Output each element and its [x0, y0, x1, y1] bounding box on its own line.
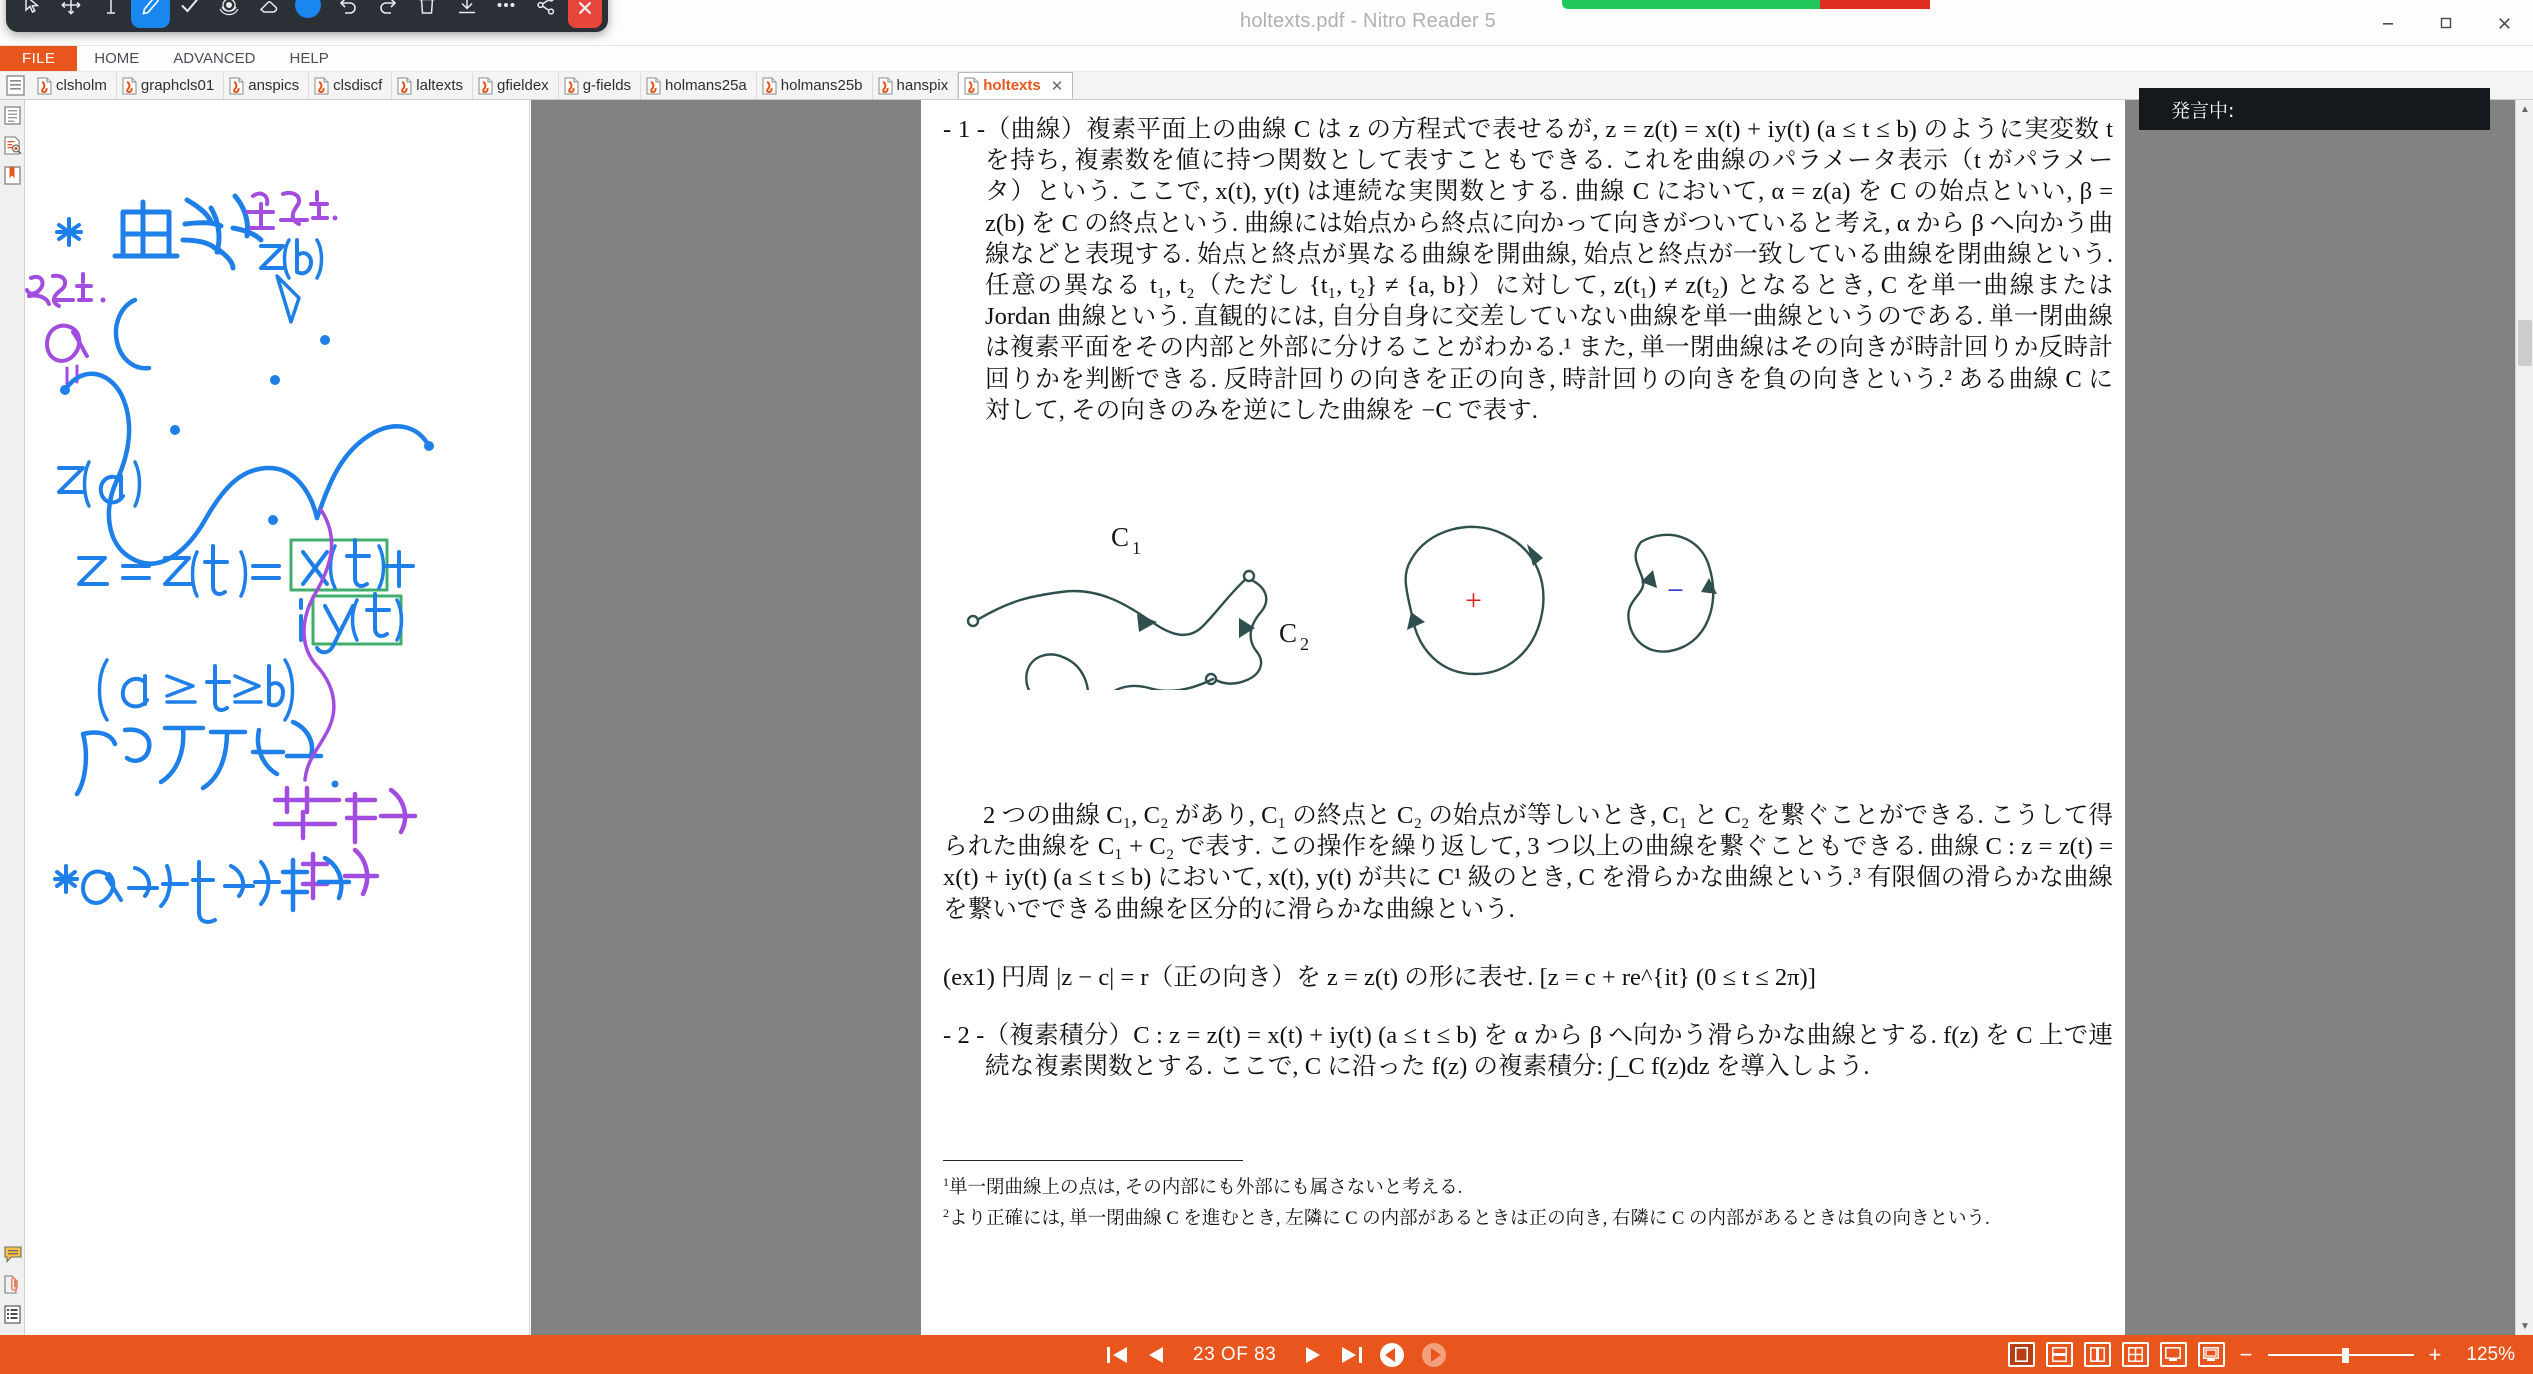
- doctab-gfieldex[interactable]: [473, 73, 559, 99]
- footnote-2-text: より正確には, 単一閉曲線 C を進むとき, 左隣に C の内部があるときは正の向き, 右隣に C の内部があるときは負の向きという.: [949, 1209, 1990, 1230]
- pdf-file-icon: [762, 77, 777, 95]
- handwriting-canvas: [25, 100, 530, 1335]
- zoom-slider[interactable]: [2268, 1348, 2414, 1362]
- recording-indicator-green: [1562, 0, 1820, 9]
- doctab-hanspix[interactable]: [873, 73, 959, 99]
- paragraph-section-2: - 2 -（複素積分）C : z = z(t) = x(t) + iy(t) (a ≤ t ≤ b) を α から β へ向かう滑らかな曲線とする. f(z) を C 上で連続な複素関数とする. ここで, C に沿った f(z) の複素積分: ∫_C f(z)dz を導入しよう.: [943, 1022, 2113, 1081]
- attachments-icon[interactable]: [0, 1269, 25, 1299]
- doctab-anspics[interactable]: [224, 73, 309, 99]
- go-back-button[interactable]: [1378, 1341, 1406, 1369]
- footnote-2: [943, 1201, 2113, 1232]
- window-title: holtexts.pdf - Nitro Reader 5: [1240, 10, 1496, 32]
- zoom-out-button[interactable]: −: [2239, 1341, 2253, 1367]
- pdf-file-icon: [878, 77, 893, 95]
- zoom-slider-knob[interactable]: [2342, 1348, 2349, 1363]
- footnote-1-text: 単一閉曲線上の点は, その内部にも外部にも属さないと考える.: [949, 1178, 1463, 1199]
- scroll-up-arrow[interactable]: ▲: [2520, 103, 2530, 115]
- doctab-label: gfieldex: [496, 77, 549, 94]
- close-button[interactable]: [2475, 0, 2533, 46]
- doctab-label: holtexts: [983, 77, 1041, 94]
- paragraph-join-curves: 2 つの曲線 C₁, C₂ があり, C₁ の終点と C₂ の始点が等しいとき, C₁ と C₂ を繋ぐことができる. こうして得られた曲線を C₁ + C₂ で表す. この操作を繰り返して, 3 つ以上の曲線を繋ぐこともできる. 曲線 C : z = z(t) = x(t) + iy(t) (a ≤ t ≤ b) において, x(t), y(t) が共に C¹ 級のとき, C を滑らかな曲線という.³ 有限個の滑らかな曲線を繋いでできる曲線を区分的に滑らかな曲線という.: [943, 802, 2113, 923]
- doctab-g-fields[interactable]: [559, 73, 641, 99]
- page-thumbnails-icon[interactable]: [0, 100, 25, 130]
- figure-label-c1: C: [1111, 522, 1130, 552]
- view-and-zoom-group: [2008, 1342, 2515, 1367]
- pen-icon[interactable]: [131, 0, 171, 28]
- previous-page-button[interactable]: [1145, 1344, 1167, 1366]
- pdf-file-icon: [564, 77, 579, 95]
- speaking-label: 発言中:: [2171, 99, 2235, 122]
- svg-text:1: 1: [1132, 538, 1141, 558]
- status-bar: [0, 1335, 2533, 1374]
- figure-minus-sign: −: [1667, 574, 1684, 607]
- ribbon-tab-help[interactable]: HELP: [289, 50, 329, 67]
- fit-page-view-button[interactable]: [2160, 1342, 2187, 1367]
- page-indicator[interactable]: 23 OF 83: [1193, 1343, 1277, 1365]
- download-icon[interactable]: [447, 0, 487, 28]
- trash-icon[interactable]: [407, 0, 447, 28]
- minimize-button[interactable]: [2359, 0, 2417, 46]
- move-icon[interactable]: [52, 0, 92, 28]
- pdf-file-icon: [478, 77, 493, 95]
- footnote-separator: [943, 1160, 1243, 1161]
- check-icon[interactable]: [170, 0, 210, 28]
- pdf-file-icon: [397, 77, 412, 95]
- document-list-icon[interactable]: [4, 75, 26, 97]
- doctab-clsholm[interactable]: [32, 73, 117, 99]
- doctab-label: clsdiscf: [333, 77, 383, 94]
- figure-plus-sign: +: [1465, 584, 1482, 617]
- next-page-button[interactable]: [1302, 1344, 1324, 1366]
- more-icon[interactable]: [486, 0, 526, 28]
- ribbon-tab-home[interactable]: HOME: [94, 50, 140, 67]
- doctab-label: holmans25b: [780, 77, 863, 94]
- continuous-view-button[interactable]: [2046, 1342, 2073, 1367]
- pdf-file-icon: [964, 77, 979, 95]
- doctab-close-icon[interactable]: ✕: [1050, 77, 1064, 95]
- footnote-1: [943, 1170, 2113, 1201]
- page-navigation-group: [1105, 1341, 1448, 1369]
- ribbon-file-tab[interactable]: FILE: [0, 46, 77, 71]
- text-cursor-icon[interactable]: [91, 0, 131, 28]
- zoom-slider-track: [2268, 1354, 2414, 1356]
- curve-figure: [941, 500, 2101, 690]
- pdf-file-icon: [646, 77, 661, 95]
- footnote-list: [943, 1170, 2113, 1232]
- doctab-clsdiscf[interactable]: [309, 73, 392, 99]
- bookmarks-icon[interactable]: [0, 160, 25, 190]
- color-swatch-icon[interactable]: [289, 0, 329, 28]
- handwritten-annotation-pane[interactable]: [25, 100, 530, 1335]
- pdf-file-icon: [229, 77, 244, 95]
- doctab-label: laltexts: [416, 77, 463, 94]
- pdf-document-viewport[interactable]: [531, 100, 2515, 1335]
- doctab-label: graphcls01: [140, 77, 215, 94]
- scroll-down-arrow[interactable]: ▼: [2520, 1320, 2530, 1332]
- doctab-label: anspics: [248, 77, 300, 94]
- ribbon-menu-bar: [0, 46, 2533, 72]
- window-controls: [2359, 0, 2533, 46]
- share-icon[interactable]: [526, 0, 566, 28]
- doctab-holmans25b[interactable]: [757, 73, 873, 99]
- single-page-view-button[interactable]: [2008, 1342, 2035, 1367]
- spotlight-icon[interactable]: [210, 0, 250, 28]
- comments-icon[interactable]: [0, 1239, 25, 1269]
- undo-icon[interactable]: [328, 0, 368, 28]
- pdf-file-icon: [37, 77, 52, 95]
- vertical-scrollbar[interactable]: [2515, 100, 2533, 1335]
- first-page-button[interactable]: [1105, 1344, 1131, 1366]
- pdf-file-icon: [122, 77, 137, 95]
- last-page-button[interactable]: [1338, 1344, 1364, 1366]
- ribbon-tab-advanced[interactable]: ADVANCED: [173, 50, 256, 67]
- close-toolbar-icon[interactable]: [568, 0, 601, 28]
- zoom-level-label[interactable]: 125%: [2466, 1343, 2515, 1365]
- recording-indicator-red: [1820, 0, 1930, 9]
- doctab-holtexts[interactable]: [958, 72, 1073, 99]
- paragraph-section-1: - 1 -（曲線）複素平面上の曲線 C は z の方程式で表せるが, z = z(t) = x(t) + iy(t) (a ≤ t ≤ b) のように実変数 t を持ち, 複素数を値に持つ関数として表すこともできる. これを曲線のパラメータ表示（t がパラメータ）という. ここで, x(t), y(t) は連続な実関数とする. 曲線 C において, α = z(a) を C の始点といい, β = z(b) を C の終点という. 曲線には始点から終点に向かって向きがついていると考え, α から β へ向かう曲線などと表現する. 始点と終点が異なる曲線を開曲線, 始点と終点が一致している曲線を閉曲線という. 任意の異なる t₁, t₂（ただし {t₁, t₂} ≠ {a, b}）に対して, z(t₁) ≠ z(t₂) となるとき, C を単一曲線または Jordan 曲線という. 直観的には, 自分自身に交差していない曲線を単一曲線というのである. 単一閉曲線は複素平面をその内部と外部に分けることがわかる.¹ また, 単一閉曲線はその向きが時計回りか反時計回りかを判断できる. 反時計回りの向きを正の向き, 時計回りの向きを負の向きという.² ある曲線 C に対して, その向きのみを逆にした曲線を −C で表す.: [943, 116, 2113, 424]
- footnote-1-marker: 1: [943, 1175, 949, 1189]
- paragraph-example-1: (ex1) 円周 |z − c| = r（正の向き）を z = z(t) の形に表せ. [z = c + re^{it} (0 ≤ t ≤ 2π)]: [943, 964, 1816, 991]
- doctab-label: hanspix: [896, 77, 949, 94]
- pdf-page: [921, 100, 2125, 1335]
- fit-width-view-button[interactable]: [2198, 1342, 2225, 1367]
- svg-text:2: 2: [1300, 634, 1309, 654]
- scrollbar-thumb[interactable]: [2518, 320, 2532, 366]
- redo-icon[interactable]: [368, 0, 408, 28]
- zoom-in-button[interactable]: +: [2428, 1341, 2442, 1367]
- eraser-icon[interactable]: [249, 0, 289, 28]
- doctab-graphcls01[interactable]: [117, 73, 224, 99]
- footnote-2-marker: 2: [943, 1206, 949, 1221]
- doctab-laltexts[interactable]: [392, 73, 473, 99]
- doctab-label: g-fields: [582, 77, 632, 94]
- go-forward-button[interactable]: [1420, 1341, 1448, 1369]
- left-rail-bottom-group: [0, 1239, 25, 1329]
- pdf-file-icon: [314, 77, 329, 95]
- floating-annotation-toolbar: [6, 0, 608, 32]
- maximize-button[interactable]: [2417, 0, 2475, 46]
- two-up-view-button[interactable]: [2084, 1342, 2111, 1367]
- speaking-status-overlay: [2139, 88, 2490, 130]
- grid-view-button[interactable]: [2122, 1342, 2149, 1367]
- doctab-label: holmans25a: [665, 77, 747, 94]
- doctab-holmans25a[interactable]: [641, 73, 757, 99]
- cursor-select-icon[interactable]: [12, 0, 52, 28]
- search-document-icon[interactable]: [0, 130, 25, 160]
- figure-label-c2: C: [1279, 618, 1298, 648]
- doctab-label: clsholm: [56, 77, 107, 94]
- layers-icon[interactable]: [0, 1299, 25, 1329]
- left-icon-rail: [0, 100, 25, 1335]
